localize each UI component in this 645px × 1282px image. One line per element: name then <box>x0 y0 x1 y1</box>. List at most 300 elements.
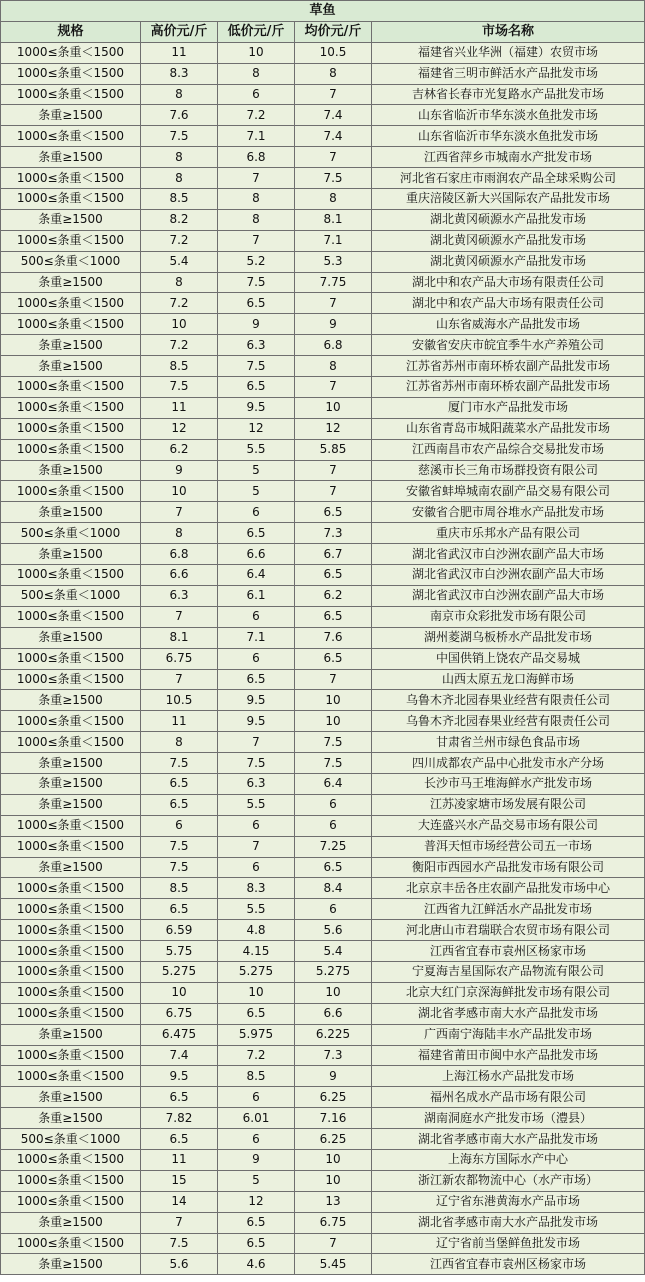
table-row <box>1 773 645 794</box>
cell-spec: 条重≥1500 <box>1 753 141 774</box>
cell-avg-price: 6.7 <box>295 544 372 565</box>
table-row <box>1 878 645 899</box>
header-avg-price: 均价元/斤 <box>295 21 372 42</box>
cell-low-price: 6.5 <box>218 1212 295 1233</box>
cell-low-price: 12 <box>218 418 295 439</box>
cell-spec: 1000≤条重＜1500 <box>1 1066 141 1087</box>
cell-market: 湖北省武汉市白沙洲农副产品大市场 <box>372 544 645 565</box>
header-spec: 规格 <box>1 21 141 42</box>
cell-high-price: 14 <box>141 1191 218 1212</box>
cell-avg-price: 6.75 <box>295 1212 372 1233</box>
cell-avg-price: 7.4 <box>295 126 372 147</box>
cell-high-price: 8.3 <box>141 63 218 84</box>
cell-market: 福州名成水产品市场有限公司 <box>372 1087 645 1108</box>
cell-low-price: 9.5 <box>218 690 295 711</box>
cell-avg-price: 12 <box>295 418 372 439</box>
cell-low-price: 7.1 <box>218 627 295 648</box>
table-row <box>1 1170 645 1191</box>
cell-high-price: 6.5 <box>141 794 218 815</box>
cell-low-price: 6 <box>218 606 295 627</box>
cell-market: 中国供销上饶农产品交易城 <box>372 648 645 669</box>
cell-low-price: 5.275 <box>218 961 295 982</box>
cell-avg-price: 7.3 <box>295 1045 372 1066</box>
cell-avg-price: 6.5 <box>295 606 372 627</box>
cell-market: 四川成都农产品中心批发市水产分场 <box>372 753 645 774</box>
cell-high-price: 5.75 <box>141 941 218 962</box>
cell-market: 上海江杨水产品批发市场 <box>372 1066 645 1087</box>
cell-low-price: 6.5 <box>218 377 295 398</box>
table-row <box>1 1233 645 1254</box>
table-row <box>1 1045 645 1066</box>
cell-low-price: 5.5 <box>218 794 295 815</box>
cell-market: 吉林省长春市光复路水产品批发市场 <box>372 84 645 105</box>
cell-high-price: 7.6 <box>141 105 218 126</box>
cell-low-price: 6 <box>218 502 295 523</box>
cell-market: 湖北省孝感市南大水产品批发市场 <box>372 1003 645 1024</box>
cell-market: 大连盛兴水产品交易市场有限公司 <box>372 815 645 836</box>
cell-spec: 1000≤条重＜1500 <box>1 481 141 502</box>
cell-avg-price: 7 <box>295 481 372 502</box>
cell-avg-price: 5.45 <box>295 1254 372 1275</box>
cell-spec: 1000≤条重＜1500 <box>1 878 141 899</box>
cell-market: 广西南宁海陆丰水产品批发市场 <box>372 1024 645 1045</box>
cell-low-price: 5 <box>218 460 295 481</box>
table-row <box>1 815 645 836</box>
cell-high-price: 8.5 <box>141 878 218 899</box>
cell-market: 山东省威海水产品批发市场 <box>372 314 645 335</box>
cell-spec: 条重≥1500 <box>1 857 141 878</box>
cell-avg-price: 6.25 <box>295 1087 372 1108</box>
cell-high-price: 8.1 <box>141 627 218 648</box>
table-body <box>1 42 645 1275</box>
table-row <box>1 147 645 168</box>
table-row <box>1 794 645 815</box>
cell-market: 江苏凌家塘市场发展有限公司 <box>372 794 645 815</box>
cell-avg-price: 7.75 <box>295 272 372 293</box>
cell-high-price: 7.5 <box>141 836 218 857</box>
cell-market: 甘肃省兰州市绿色食品市场 <box>372 732 645 753</box>
cell-low-price: 7.5 <box>218 356 295 377</box>
table-row <box>1 1129 645 1150</box>
table-row <box>1 189 645 210</box>
cell-spec: 1000≤条重＜1500 <box>1 1233 141 1254</box>
cell-high-price: 8 <box>141 523 218 544</box>
cell-market: 湖北省孝感市南大水产品批发市场 <box>372 1129 645 1150</box>
cell-spec: 1000≤条重＜1500 <box>1 42 141 63</box>
table-row <box>1 669 645 690</box>
table-row <box>1 753 645 774</box>
cell-market: 湖北省孝感市南大水产品批发市场 <box>372 1212 645 1233</box>
cell-low-price: 7.5 <box>218 753 295 774</box>
cell-spec: 1000≤条重＜1500 <box>1 606 141 627</box>
cell-high-price: 12 <box>141 418 218 439</box>
cell-market: 上海东方国际水产中心 <box>372 1149 645 1170</box>
cell-avg-price: 7 <box>295 293 372 314</box>
cell-market: 湖北黄冈硕源水产品批发市场 <box>372 230 645 251</box>
cell-avg-price: 7 <box>295 460 372 481</box>
cell-spec: 1000≤条重＜1500 <box>1 982 141 1003</box>
cell-avg-price: 9 <box>295 314 372 335</box>
cell-market: 河北唐山市君瑞联合农贸市场有限公司 <box>372 920 645 941</box>
cell-low-price: 6.6 <box>218 544 295 565</box>
cell-avg-price: 9 <box>295 1066 372 1087</box>
cell-low-price: 4.15 <box>218 941 295 962</box>
cell-high-price: 10.5 <box>141 690 218 711</box>
cell-high-price: 8 <box>141 84 218 105</box>
cell-low-price: 6 <box>218 857 295 878</box>
cell-spec: 1000≤条重＜1500 <box>1 1191 141 1212</box>
cell-high-price: 6.5 <box>141 773 218 794</box>
cell-spec: 1000≤条重＜1500 <box>1 815 141 836</box>
table-row <box>1 293 645 314</box>
cell-market: 湖北省武汉市白沙洲农副产品大市场 <box>372 565 645 586</box>
cell-low-price: 12 <box>218 1191 295 1212</box>
cell-low-price: 6.1 <box>218 585 295 606</box>
cell-high-price: 6.6 <box>141 565 218 586</box>
table-row <box>1 439 645 460</box>
cell-spec: 1000≤条重＜1500 <box>1 1045 141 1066</box>
table-row <box>1 502 645 523</box>
table-row <box>1 606 645 627</box>
cell-avg-price: 5.275 <box>295 961 372 982</box>
table-row <box>1 1066 645 1087</box>
cell-spec: 1000≤条重＜1500 <box>1 711 141 732</box>
cell-avg-price: 10 <box>295 397 372 418</box>
cell-low-price: 10 <box>218 42 295 63</box>
cell-avg-price: 7.16 <box>295 1108 372 1129</box>
cell-avg-price: 7.6 <box>295 627 372 648</box>
cell-market: 安徽省合肥市周谷堆水产品批发市场 <box>372 502 645 523</box>
cell-high-price: 5.6 <box>141 1254 218 1275</box>
cell-low-price: 5 <box>218 481 295 502</box>
cell-high-price: 10 <box>141 982 218 1003</box>
cell-market: 山东省临沂市华东淡水鱼批发市场 <box>372 105 645 126</box>
cell-spec: 500≤条重＜1000 <box>1 523 141 544</box>
cell-spec: 条重≥1500 <box>1 773 141 794</box>
cell-spec: 条重≥1500 <box>1 1212 141 1233</box>
cell-spec: 条重≥1500 <box>1 1108 141 1129</box>
cell-low-price: 6.8 <box>218 147 295 168</box>
cell-low-price: 7 <box>218 836 295 857</box>
cell-avg-price: 6.6 <box>295 1003 372 1024</box>
title-row <box>1 1 645 22</box>
cell-market: 湖南洞庭水产批发市场（澧县） <box>372 1108 645 1129</box>
cell-high-price: 8.2 <box>141 209 218 230</box>
cell-high-price: 8 <box>141 732 218 753</box>
table-row <box>1 941 645 962</box>
cell-avg-price: 6.5 <box>295 565 372 586</box>
cell-low-price: 8 <box>218 189 295 210</box>
cell-spec: 1000≤条重＜1500 <box>1 1149 141 1170</box>
cell-avg-price: 6 <box>295 794 372 815</box>
cell-low-price: 5.2 <box>218 251 295 272</box>
table-row <box>1 627 645 648</box>
cell-low-price: 5 <box>218 1170 295 1191</box>
cell-high-price: 7.2 <box>141 293 218 314</box>
cell-market: 湖北黄冈硕源水产品批发市场 <box>372 209 645 230</box>
cell-market: 山东省临沂市华东淡水鱼批发市场 <box>372 126 645 147</box>
cell-high-price: 9.5 <box>141 1066 218 1087</box>
cell-low-price: 6.4 <box>218 565 295 586</box>
cell-market: 江苏省苏州市南环桥农副产品批发市场 <box>372 377 645 398</box>
cell-spec: 条重≥1500 <box>1 627 141 648</box>
cell-spec: 1000≤条重＜1500 <box>1 565 141 586</box>
cell-high-price: 9 <box>141 460 218 481</box>
cell-high-price: 7.82 <box>141 1108 218 1129</box>
table-row <box>1 1191 645 1212</box>
table-row <box>1 565 645 586</box>
table-row <box>1 63 645 84</box>
cell-low-price: 9.5 <box>218 711 295 732</box>
cell-spec: 条重≥1500 <box>1 1254 141 1275</box>
cell-avg-price: 8 <box>295 63 372 84</box>
cell-high-price: 10 <box>141 314 218 335</box>
cell-spec: 1000≤条重＜1500 <box>1 63 141 84</box>
table-row <box>1 1003 645 1024</box>
cell-low-price: 5.5 <box>218 899 295 920</box>
cell-high-price: 6.3 <box>141 585 218 606</box>
cell-high-price: 11 <box>141 1149 218 1170</box>
cell-low-price: 10 <box>218 982 295 1003</box>
cell-avg-price: 10 <box>295 690 372 711</box>
cell-low-price: 6.5 <box>218 293 295 314</box>
cell-market: 慈溪市长三角市场群投资有限公司 <box>372 460 645 481</box>
cell-high-price: 7.5 <box>141 1233 218 1254</box>
cell-low-price: 4.8 <box>218 920 295 941</box>
cell-low-price: 7.2 <box>218 1045 295 1066</box>
cell-spec: 1000≤条重＜1500 <box>1 230 141 251</box>
cell-avg-price: 6.2 <box>295 585 372 606</box>
table-row <box>1 356 645 377</box>
cell-spec: 1000≤条重＜1500 <box>1 189 141 210</box>
cell-spec: 1000≤条重＜1500 <box>1 961 141 982</box>
cell-spec: 条重≥1500 <box>1 460 141 481</box>
cell-spec: 1000≤条重＜1500 <box>1 126 141 147</box>
header-market: 市场名称 <box>372 21 645 42</box>
cell-high-price: 8 <box>141 168 218 189</box>
cell-spec: 1000≤条重＜1500 <box>1 377 141 398</box>
cell-spec: 1000≤条重＜1500 <box>1 836 141 857</box>
table-row <box>1 272 645 293</box>
cell-avg-price: 6.225 <box>295 1024 372 1045</box>
cell-low-price: 7.1 <box>218 126 295 147</box>
cell-spec: 1000≤条重＜1500 <box>1 1003 141 1024</box>
cell-spec: 条重≥1500 <box>1 356 141 377</box>
cell-low-price: 6.5 <box>218 523 295 544</box>
cell-low-price: 6.5 <box>218 669 295 690</box>
table-row <box>1 982 645 1003</box>
table-row <box>1 690 645 711</box>
header-row <box>1 21 645 42</box>
cell-market: 普洱天恒市场经营公司五一市场 <box>372 836 645 857</box>
table-row <box>1 126 645 147</box>
cell-low-price: 7 <box>218 168 295 189</box>
table-row <box>1 585 645 606</box>
cell-high-price: 6.5 <box>141 1129 218 1150</box>
table-row <box>1 397 645 418</box>
cell-spec: 1000≤条重＜1500 <box>1 669 141 690</box>
cell-avg-price: 7.5 <box>295 732 372 753</box>
cell-low-price: 5.975 <box>218 1024 295 1045</box>
cell-high-price: 8 <box>141 272 218 293</box>
cell-spec: 条重≥1500 <box>1 105 141 126</box>
cell-spec: 1000≤条重＜1500 <box>1 899 141 920</box>
table-row <box>1 836 645 857</box>
cell-market: 重庆涪陵区新大兴国际农产品批发市场 <box>372 189 645 210</box>
table-row <box>1 1254 645 1275</box>
cell-market: 重庆市乐邦水产品有限公司 <box>372 523 645 544</box>
cell-market: 长沙市马王堆海鲜水产批发市场 <box>372 773 645 794</box>
cell-spec: 1000≤条重＜1500 <box>1 397 141 418</box>
cell-high-price: 7.5 <box>141 753 218 774</box>
cell-spec: 1000≤条重＜1500 <box>1 84 141 105</box>
cell-spec: 1000≤条重＜1500 <box>1 314 141 335</box>
cell-avg-price: 10 <box>295 711 372 732</box>
table-row <box>1 42 645 63</box>
cell-high-price: 7.2 <box>141 230 218 251</box>
cell-market: 福建省莆田市闽中水产品批发市场 <box>372 1045 645 1066</box>
cell-spec: 条重≥1500 <box>1 1024 141 1045</box>
cell-avg-price: 8 <box>295 356 372 377</box>
cell-low-price: 8.5 <box>218 1066 295 1087</box>
cell-avg-price: 10 <box>295 1170 372 1191</box>
cell-spec: 条重≥1500 <box>1 690 141 711</box>
cell-market: 河北省石家庄市雨润农产品全球采购公司 <box>372 168 645 189</box>
table-row <box>1 961 645 982</box>
cell-high-price: 8 <box>141 147 218 168</box>
cell-low-price: 8.3 <box>218 878 295 899</box>
cell-high-price: 7.4 <box>141 1045 218 1066</box>
cell-avg-price: 7.5 <box>295 753 372 774</box>
cell-market: 江西省九江鲜活水产品批发市场 <box>372 899 645 920</box>
cell-spec: 500≤条重＜1000 <box>1 251 141 272</box>
cell-avg-price: 13 <box>295 1191 372 1212</box>
cell-low-price: 9.5 <box>218 397 295 418</box>
cell-avg-price: 5.85 <box>295 439 372 460</box>
table-row <box>1 648 645 669</box>
cell-high-price: 8.5 <box>141 356 218 377</box>
table-row <box>1 209 645 230</box>
cell-spec: 条重≥1500 <box>1 335 141 356</box>
cell-market: 乌鲁木齐北园春果业经营有限责任公司 <box>372 690 645 711</box>
table-row <box>1 857 645 878</box>
cell-avg-price: 10 <box>295 1149 372 1170</box>
table-row <box>1 732 645 753</box>
cell-low-price: 7.2 <box>218 105 295 126</box>
cell-low-price: 6 <box>218 1129 295 1150</box>
cell-spec: 条重≥1500 <box>1 544 141 565</box>
cell-spec: 1000≤条重＜1500 <box>1 168 141 189</box>
cell-market: 福建省三明市鲜活水产品批发市场 <box>372 63 645 84</box>
table-title: 草鱼 <box>1 1 645 22</box>
table-row <box>1 418 645 439</box>
cell-avg-price: 7 <box>295 84 372 105</box>
cell-low-price: 6.5 <box>218 1233 295 1254</box>
cell-avg-price: 6.25 <box>295 1129 372 1150</box>
table-row <box>1 377 645 398</box>
cell-high-price: 7 <box>141 502 218 523</box>
cell-high-price: 7.5 <box>141 126 218 147</box>
table-row <box>1 314 645 335</box>
table-row <box>1 1108 645 1129</box>
cell-avg-price: 7 <box>295 377 372 398</box>
cell-spec: 500≤条重＜1000 <box>1 1129 141 1150</box>
cell-avg-price: 7.25 <box>295 836 372 857</box>
table-row <box>1 1149 645 1170</box>
cell-spec: 1000≤条重＜1500 <box>1 648 141 669</box>
cell-high-price: 6.75 <box>141 648 218 669</box>
table-row <box>1 920 645 941</box>
cell-avg-price: 6.5 <box>295 502 372 523</box>
cell-avg-price: 6.5 <box>295 648 372 669</box>
cell-avg-price: 8.1 <box>295 209 372 230</box>
cell-spec: 条重≥1500 <box>1 272 141 293</box>
table-row <box>1 460 645 481</box>
cell-low-price: 5.5 <box>218 439 295 460</box>
cell-market: 湖北黄冈硕源水产品批发市场 <box>372 251 645 272</box>
cell-high-price: 8.5 <box>141 189 218 210</box>
cell-low-price: 8 <box>218 63 295 84</box>
cell-avg-price: 7 <box>295 147 372 168</box>
cell-low-price: 9 <box>218 1149 295 1170</box>
cell-market: 山东省青岛市城阳蔬菜水产品批发市场 <box>372 418 645 439</box>
table-row <box>1 544 645 565</box>
cell-market: 安徽省蚌埠城南农副产品交易有限公司 <box>372 481 645 502</box>
cell-high-price: 6.75 <box>141 1003 218 1024</box>
cell-market: 湖北省武汉市白沙洲农副产品大市场 <box>372 585 645 606</box>
cell-high-price: 6.5 <box>141 899 218 920</box>
cell-high-price: 7 <box>141 606 218 627</box>
cell-low-price: 6 <box>218 1087 295 1108</box>
cell-market: 安徽省安庆市皖宜季牛水产养殖公司 <box>372 335 645 356</box>
cell-market: 福建省兴业华洲（福建）农贸市场 <box>372 42 645 63</box>
cell-avg-price: 6 <box>295 899 372 920</box>
cell-low-price: 7.5 <box>218 272 295 293</box>
cell-avg-price: 5.6 <box>295 920 372 941</box>
cell-low-price: 8 <box>218 209 295 230</box>
cell-high-price: 5.275 <box>141 961 218 982</box>
cell-market: 山西太原五龙口海鲜市场 <box>372 669 645 690</box>
cell-high-price: 7 <box>141 1212 218 1233</box>
cell-spec: 1000≤条重＜1500 <box>1 732 141 753</box>
cell-low-price: 6.01 <box>218 1108 295 1129</box>
cell-spec: 1000≤条重＜1500 <box>1 293 141 314</box>
table-row <box>1 230 645 251</box>
header-high-price: 高价元/斤 <box>141 21 218 42</box>
table-row <box>1 84 645 105</box>
cell-market: 湖北中和农产品大市场有限责任公司 <box>372 272 645 293</box>
cell-spec: 条重≥1500 <box>1 502 141 523</box>
cell-market: 江西省萍乡市城南水产批发市场 <box>372 147 645 168</box>
table-row <box>1 1212 645 1233</box>
cell-avg-price: 7.4 <box>295 105 372 126</box>
cell-spec: 条重≥1500 <box>1 147 141 168</box>
cell-avg-price: 7.3 <box>295 523 372 544</box>
cell-high-price: 6.475 <box>141 1024 218 1045</box>
cell-market: 厦门市水产品批发市场 <box>372 397 645 418</box>
cell-low-price: 6 <box>218 815 295 836</box>
cell-high-price: 10 <box>141 481 218 502</box>
cell-market: 辽宁省东港黄海水产品市场 <box>372 1191 645 1212</box>
table-row <box>1 523 645 544</box>
header-low-price: 低价元/斤 <box>218 21 295 42</box>
cell-market: 湖北中和农产品大市场有限责任公司 <box>372 293 645 314</box>
cell-avg-price: 8 <box>295 189 372 210</box>
cell-avg-price: 7.5 <box>295 168 372 189</box>
cell-spec: 1000≤条重＜1500 <box>1 941 141 962</box>
table-row <box>1 1024 645 1045</box>
cell-spec: 条重≥1500 <box>1 209 141 230</box>
